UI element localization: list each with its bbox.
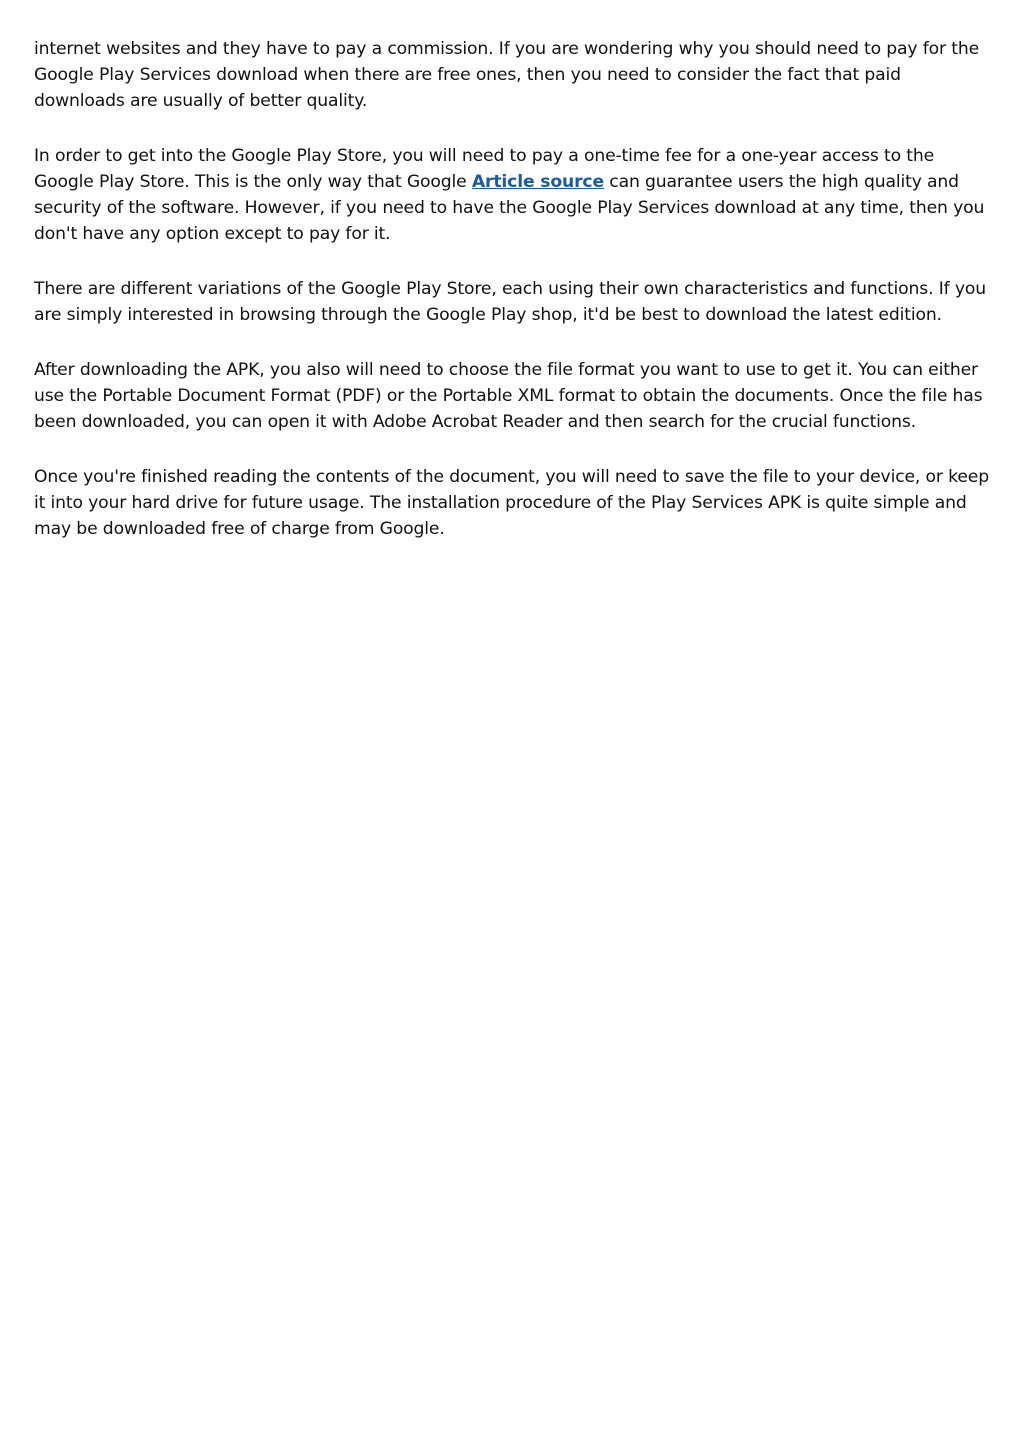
paragraph-2 [34, 143, 996, 247]
paragraph-3: There are different variations of the Google Play Store, each using their own characteristics and functions. If you are simply interested in browsing through the Google Play shop, it'd be best to download the latest edition. [34, 279, 986, 325]
document-body [34, 36, 996, 571]
paragraph-2-text-after-link: can guarantee users the high quality and security of the software. However, if you need to have the Google Play Services download at any time, then you don't have any option except to pay for it. [34, 172, 985, 244]
paragraph-1: internet websites and they have to pay a commission. If you are wondering why you should need to pay for the Google Play Services download when there are free ones, then you need to consider the fact that paid downloads are usually of better quality. [34, 39, 980, 111]
paragraph-5: Once you're finished reading the contents of the document, you will need to save the file to your device, or keep it into your hard drive for future usage. The installation procedure of the Play Services APK is quite simple and may be downloaded free of charge from Google. [34, 467, 989, 539]
paragraph-2-text-before-link: In order to get into the Google Play Store, you will need to pay a one-time fee for a one-year access to the Google Play Store. This is the only way that Google [34, 146, 935, 192]
paragraph-4: After downloading the APK, you also will need to choose the file format you want to use to get it. You can either use the Portable Document Format (PDF) or the Portable XML format to obtain the documents. Once the file has been downloaded, you can open it with Adobe Acrobat Reader and then search for the crucial functions. [34, 360, 983, 432]
article-source-link[interactable]: Article source [471, 172, 604, 192]
